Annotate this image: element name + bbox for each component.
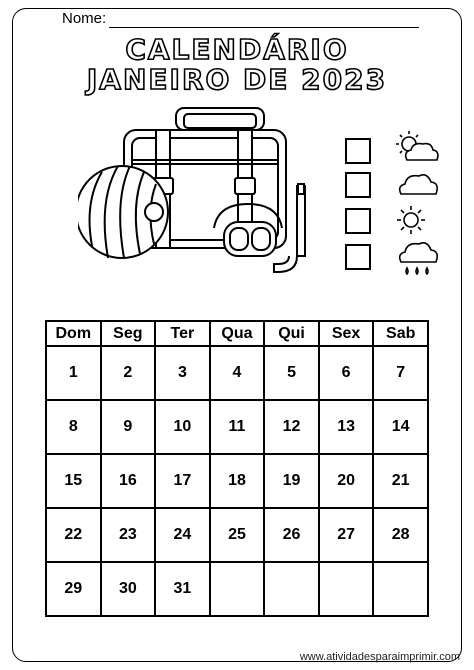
day-cell: 19 <box>264 454 319 508</box>
day-cell <box>210 562 265 616</box>
calendar-week-row <box>46 400 428 454</box>
calendar-week-row <box>46 454 428 508</box>
beach-illustration <box>78 100 318 280</box>
day-cell: 28 <box>373 508 428 562</box>
weather-checkbox[interactable] <box>345 138 371 164</box>
day-cell: 17 <box>155 454 210 508</box>
day-cell: 15 <box>46 454 101 508</box>
weather-checkbox[interactable] <box>345 244 371 270</box>
beach-ball-icon <box>78 166 168 258</box>
day-cell: 23 <box>101 508 156 562</box>
day-cell: 18 <box>210 454 265 508</box>
name-label: Nome: <box>62 10 107 27</box>
day-cell: 27 <box>319 508 374 562</box>
day-cell: 12 <box>264 400 319 454</box>
day-cell: 9 <box>101 400 156 454</box>
footer-site-url: www.atividadesparaimprimir.com <box>299 651 460 663</box>
weekday-header: Ter <box>155 321 210 346</box>
day-cell: 13 <box>319 400 374 454</box>
day-cell: 3 <box>155 346 210 400</box>
weekday-header: Sab <box>373 321 428 346</box>
weekday-header: Qua <box>210 321 265 346</box>
day-cell: 29 <box>46 562 101 616</box>
day-cell: 26 <box>264 508 319 562</box>
weekday-header-row <box>46 321 428 346</box>
day-cell: 30 <box>101 562 156 616</box>
day-cell: 4 <box>210 346 265 400</box>
day-cell: 6 <box>319 346 374 400</box>
calendar-week-row <box>46 508 428 562</box>
day-cell: 11 <box>210 400 265 454</box>
day-cell: 21 <box>373 454 428 508</box>
weekday-header: Dom <box>46 321 101 346</box>
day-cell: 8 <box>46 400 101 454</box>
weekday-header: Qui <box>264 321 319 346</box>
day-cell <box>264 562 319 616</box>
day-cell: 7 <box>373 346 428 400</box>
cloud-icon <box>395 168 441 200</box>
sun-icon <box>395 204 427 236</box>
weekday-header: Seg <box>101 321 156 346</box>
calendar-week-row <box>46 346 428 400</box>
day-cell: 24 <box>155 508 210 562</box>
rain-cloud-icon <box>395 238 441 280</box>
day-cell: 5 <box>264 346 319 400</box>
calendar-week-row <box>46 562 428 616</box>
weekday-header: Sex <box>319 321 374 346</box>
day-cell: 2 <box>101 346 156 400</box>
day-cell: 31 <box>155 562 210 616</box>
sun-behind-cloud-icon <box>395 130 441 166</box>
day-cell: 14 <box>373 400 428 454</box>
day-cell <box>373 562 428 616</box>
weather-tracker <box>345 130 445 280</box>
weather-checkbox[interactable] <box>345 172 371 198</box>
name-input-line[interactable] <box>109 27 419 28</box>
day-cell: 1 <box>46 346 101 400</box>
calendar-table <box>45 320 429 617</box>
day-cell: 16 <box>101 454 156 508</box>
title-line-2: JANEIRO DE 2023 <box>86 63 388 96</box>
name-field-row <box>62 10 422 30</box>
day-cell: 10 <box>155 400 210 454</box>
day-cell: 22 <box>46 508 101 562</box>
day-cell: 20 <box>319 454 374 508</box>
weather-checkbox[interactable] <box>345 208 371 234</box>
day-cell <box>319 562 374 616</box>
title-line-1: CALENDÁRIO <box>125 33 349 66</box>
day-cell: 25 <box>210 508 265 562</box>
